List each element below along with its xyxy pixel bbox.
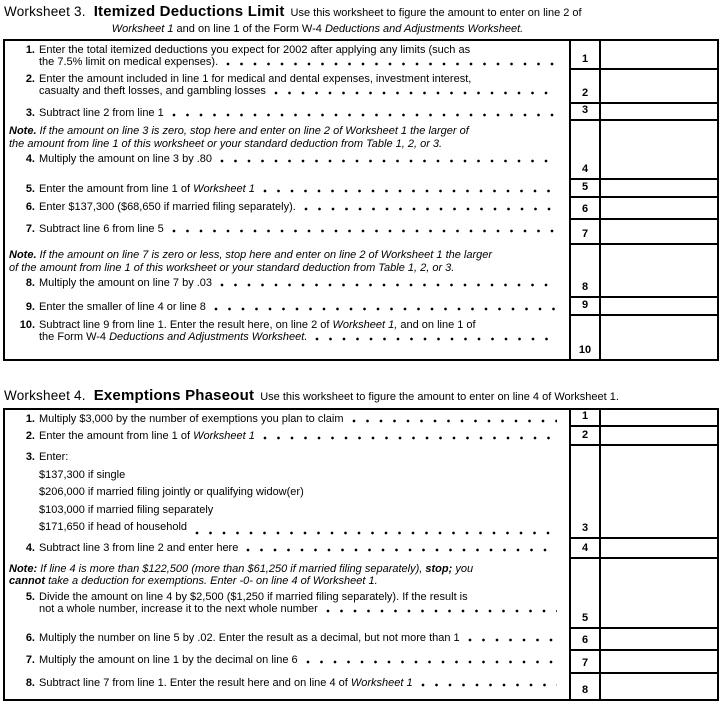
item-number: 5. <box>25 590 35 603</box>
row-text-cell <box>5 180 569 198</box>
line-item-1 <box>9 413 559 425</box>
ws3-entry-cell-line-9[interactable] <box>601 298 717 316</box>
leader-dots <box>214 307 557 311</box>
ws3-row-line-3 <box>5 104 717 121</box>
item-number: 4. <box>25 153 35 165</box>
item-line <box>39 484 559 502</box>
item-number: 1. <box>25 44 35 56</box>
text-segment: $171,650 if head of household <box>39 521 188 533</box>
item-number: 3. <box>25 451 35 463</box>
line-item-7 <box>9 654 559 666</box>
leader-dots <box>315 337 557 341</box>
text-segment: Multiply the amount on line 7 by .03 <box>39 277 213 289</box>
ws3-row-line-10 <box>5 316 717 359</box>
text-segment: not a whole number, increase it to the next whole number <box>39 602 318 615</box>
leader-dots <box>263 436 557 440</box>
ws3-row-line-1 <box>5 41 717 70</box>
leader-dots <box>421 683 557 687</box>
leader-dots <box>172 229 557 233</box>
line-item-6 <box>9 201 559 213</box>
text-segment: Worksheet 1, <box>332 319 398 331</box>
ws4-entry-cell-line-2[interactable] <box>601 427 717 446</box>
worksheet-4-header <box>4 387 721 404</box>
item-number: 8. <box>25 277 35 289</box>
line-number-cell-1: 1 <box>569 410 601 427</box>
row-text-cell <box>5 298 569 316</box>
line-item-8 <box>9 277 559 289</box>
text-segment: $206,000 if married filing jointly or qualifying widow(er) <box>39 486 304 498</box>
leader-dots <box>274 91 557 95</box>
leader-dots <box>352 419 558 423</box>
row-text-cell <box>5 629 569 651</box>
line-number-cell-6: 6 <box>569 198 601 220</box>
line-item-5 <box>9 591 559 615</box>
item-number: 2. <box>25 430 35 442</box>
worksheet-3-intro: Use this worksheet to figure the amount to enter on line 2 of <box>290 7 582 19</box>
ws4-row-line-2 <box>5 427 717 446</box>
ws3-entry-cell-line-10[interactable] <box>601 316 717 359</box>
row-text-cell <box>5 220 569 245</box>
ws3-row-line-2 <box>5 70 717 104</box>
leader-dots <box>220 159 557 163</box>
worksheet-4-title: Exemptions Phaseout <box>93 387 255 404</box>
line-number-cell-2: 2 <box>569 70 601 104</box>
line-item-8 <box>9 677 559 689</box>
line-item-1 <box>9 44 559 68</box>
item-number: 10. <box>19 319 35 331</box>
text-segment: Subtract line 7 from line 1. Enter the result here and on line 4 of <box>39 676 351 689</box>
leader-dots <box>304 207 557 211</box>
text-segment: If line 4 is more than $122,500 (more than $61,250 if married filing separately), <box>37 562 426 575</box>
text-segment: Subtract line 6 from line 5 <box>39 223 164 235</box>
row-text-cell <box>5 446 569 539</box>
text-segment: Deductions and Adjustments Worksheet. <box>109 331 308 343</box>
text-segment: $137,300 if single <box>39 468 126 481</box>
ws3-entry-cell-line-5[interactable] <box>601 180 717 198</box>
item-line <box>39 201 559 213</box>
note-line <box>9 125 559 138</box>
ws4-row-line-5 <box>5 559 717 629</box>
ws3-entry-cell-line-1[interactable] <box>601 41 717 70</box>
line-number-cell-4: 4 <box>569 121 601 180</box>
text-segment: Enter $137,300 ($68,650 if married filing separately). <box>39 201 296 213</box>
line-number-cell-8: 8 <box>569 245 601 298</box>
item-number: 1. <box>25 413 35 425</box>
text-segment: If the amount on line 7 is zero or less, stop here and enter on line 2 of Worksheet 1 the larger <box>36 249 493 261</box>
line-number-cell-3: 3 <box>569 104 601 121</box>
ws3-entry-cell-line-3[interactable] <box>601 104 717 121</box>
ws4-row-line-7 <box>5 651 717 674</box>
line-number-cell-5: 5 <box>569 180 601 198</box>
item-number: 3. <box>25 107 35 119</box>
line-item-4 <box>9 542 559 554</box>
row-text-cell <box>5 674 569 699</box>
line-number-cell-10: 10 <box>569 316 601 359</box>
ws3-entry-cell-line-8[interactable] <box>601 245 717 298</box>
worksheet-4-header-line1 <box>4 387 721 404</box>
text-segment: Enter the smaller of line 4 or line 8 <box>39 301 206 313</box>
text-segment: the 7.5% limit on medical expenses). <box>39 56 219 68</box>
ws4-entry-cell-line-3[interactable] <box>601 446 717 539</box>
line-item-7 <box>9 223 559 235</box>
ws4-entry-cell-line-7[interactable] <box>601 651 717 674</box>
note-line <box>9 262 559 275</box>
text-segment: Worksheet 1 <box>193 183 255 195</box>
line-item-3 <box>9 449 559 537</box>
text-segment: Note: <box>9 562 38 575</box>
row-text-cell <box>5 245 569 298</box>
note-line <box>9 563 559 576</box>
item-line <box>39 413 559 425</box>
item-number: 7. <box>25 653 35 666</box>
item-line <box>39 153 559 165</box>
line-number-cell-5: 5 <box>569 559 601 629</box>
worksheet-3-intro-line2 <box>4 23 721 35</box>
row-text-cell <box>5 121 569 180</box>
item-line <box>39 467 559 485</box>
item-number: 4. <box>25 541 35 554</box>
text-segment: If the amount on line 3 is zero, stop here and enter on line 2 of Worksheet 1 the larger of <box>36 125 469 137</box>
text-segment: Enter the total itemized deductions you expect for 2002 after applying any limits (such as <box>39 44 471 56</box>
text-segment: Enter the amount included in line 1 for medical and dental expenses, investment interest, <box>39 73 472 85</box>
ws4-entry-cell-line-8[interactable] <box>601 674 717 699</box>
text-segment: stop; <box>425 562 453 575</box>
item-number: 8. <box>25 676 35 689</box>
item-line <box>39 542 559 554</box>
text-segment: take a deduction for exemptions. Enter -0- on line 4 of Worksheet 1. <box>45 575 378 587</box>
item-number: 6. <box>25 201 35 213</box>
row-text-cell <box>5 104 569 121</box>
ws4-row-line-3 <box>5 446 717 539</box>
ws4-row-line-4 <box>5 539 717 559</box>
row-text-cell <box>5 70 569 104</box>
item-line <box>39 603 559 615</box>
note-line <box>9 575 559 588</box>
leader-dots <box>326 609 557 613</box>
ws4-entry-cell-line-6[interactable] <box>601 629 717 651</box>
row-text-cell <box>5 316 569 359</box>
worksheet-4-table <box>3 408 719 701</box>
ws3-row-line-5 <box>5 180 717 198</box>
ws3-row-line-9 <box>5 298 717 316</box>
worksheet-3-label: Worksheet 3. <box>4 4 86 19</box>
line-item-10 <box>9 319 559 343</box>
ws4-row-line-8 <box>5 674 717 699</box>
item-line <box>39 319 559 331</box>
ws3-row-line-8 <box>5 245 717 298</box>
ws3-row-line-7 <box>5 220 717 245</box>
line-number-cell-7: 7 <box>569 220 601 245</box>
line-number-cell-9: 9 <box>569 298 601 316</box>
worksheet-3-table <box>3 39 719 361</box>
text-segment: $103,000 if married filing separately <box>39 503 214 516</box>
row-text-cell <box>5 198 569 220</box>
note-text <box>9 563 559 588</box>
item-line <box>39 591 559 603</box>
line-number-cell-3: 3 <box>569 446 601 539</box>
leader-dots <box>220 283 557 287</box>
row-text-cell <box>5 559 569 629</box>
text-segment: of the amount from line 1 of this worksheet or your standard deduction from Table 1, 2, or 3. <box>9 261 455 274</box>
text-segment: Multiply the amount on line 3 by .80 <box>39 153 213 165</box>
leader-dots <box>226 62 557 66</box>
leader-dots <box>246 548 557 552</box>
item-number: 5. <box>25 183 35 195</box>
text-segment: the Form W-4 <box>39 331 110 343</box>
row-text-cell <box>5 651 569 674</box>
text-segment: and on line 1 of <box>397 319 476 331</box>
item-line <box>39 44 559 56</box>
text-segment: and on line 1 of the Form W-4 <box>173 23 325 35</box>
worksheet-4-label: Worksheet 4. <box>4 388 86 403</box>
item-number: 9. <box>25 301 35 313</box>
note-text <box>9 249 559 274</box>
line-number-cell-8: 8 <box>569 674 601 699</box>
line-number-cell-6: 6 <box>569 629 601 651</box>
ws4-row-line-6 <box>5 629 717 651</box>
leader-dots <box>195 531 557 535</box>
text-segment: Enter: <box>39 451 69 463</box>
text-segment: Subtract line 3 from line 2 and enter here <box>39 541 239 554</box>
ws3-entry-cell-line-2[interactable] <box>601 70 717 104</box>
text-segment: Worksheet 1 <box>111 23 174 35</box>
text-segment: the amount from line 1 of this worksheet or your standard deduction from Table 1, 2, or 3. <box>9 137 443 150</box>
worksheet-3-title: Itemized Deductions Limit <box>93 3 285 20</box>
line-number-cell-2: 2 <box>569 427 601 446</box>
text-segment: Note. <box>9 125 37 137</box>
text-segment: Deductions and Adjustments Worksheet. <box>324 23 524 35</box>
text-segment: Worksheet 1 <box>350 676 413 689</box>
ws4-entry-cell-line-4[interactable] <box>601 539 717 559</box>
row-text-cell <box>5 427 569 446</box>
text-segment: Divide the amount on line 4 by $2,500 ($1,250 if married filing separately). If the result is <box>39 590 468 603</box>
ws4-entry-cell-line-1[interactable] <box>601 410 717 427</box>
text-segment: Subtract line 2 from line 1 <box>39 107 164 119</box>
item-number: 2. <box>25 73 35 85</box>
leader-dots <box>172 113 557 117</box>
item-line <box>39 107 559 119</box>
line-item-2 <box>9 73 559 97</box>
text-segment: casualty and theft losses, and gambling losses <box>39 85 266 97</box>
note-line <box>9 138 559 151</box>
text-segment: Multiply the amount on line 1 by the decimal on line 6 <box>39 653 298 666</box>
leader-dots <box>468 638 557 642</box>
item-line <box>39 677 559 689</box>
ws3-entry-cell-line-4[interactable] <box>601 121 717 180</box>
line-item-4 <box>9 153 559 165</box>
item-line <box>39 430 559 442</box>
item-number: 7. <box>25 223 35 235</box>
item-line <box>39 183 559 195</box>
line-number-cell-4: 4 <box>569 539 601 559</box>
item-line <box>39 519 559 537</box>
section-gap <box>3 361 721 387</box>
line-item-2 <box>9 430 559 442</box>
worksheet-3-header <box>4 3 721 35</box>
item-line <box>39 331 559 343</box>
line-item-9 <box>9 301 559 313</box>
note-line <box>9 249 559 262</box>
row-text-cell <box>5 41 569 70</box>
text-segment: cannot <box>9 575 46 587</box>
item-line <box>39 654 559 666</box>
item-line <box>39 85 559 97</box>
text-segment: Multiply the number on line 5 by .02. Enter the result as a decimal, but not more than 1 <box>39 631 460 644</box>
line-item-5 <box>9 183 559 195</box>
ws4-row-line-1 <box>5 410 717 427</box>
line-number-cell-1: 1 <box>569 41 601 70</box>
item-line <box>39 632 559 644</box>
item-line <box>39 449 559 467</box>
line-item-3 <box>9 107 559 119</box>
line-number-cell-7: 7 <box>569 651 601 674</box>
ws4-entry-cell-line-5[interactable] <box>601 559 717 629</box>
ws3-row-line-6 <box>5 198 717 220</box>
ws3-entry-cell-line-6[interactable] <box>601 198 717 220</box>
item-line <box>39 223 559 235</box>
text-segment: Enter the amount from line 1 of <box>39 183 194 195</box>
item-line <box>39 502 559 520</box>
ws3-entry-cell-line-7[interactable] <box>601 220 717 245</box>
item-line <box>39 73 559 85</box>
item-line <box>39 56 559 68</box>
row-text-cell <box>5 410 569 427</box>
row-text-cell <box>5 539 569 559</box>
item-number: 6. <box>25 631 35 644</box>
leader-dots <box>263 189 557 193</box>
worksheet-3-header-line1 <box>4 3 721 20</box>
worksheet-4-intro: Use this worksheet to figure the amount to enter on line 4 of Worksheet 1. <box>260 391 619 403</box>
text-segment: Note. <box>9 249 37 261</box>
item-line <box>39 277 559 289</box>
text-segment: Subtract line 9 from line 1. Enter the result here, on line 2 of <box>39 319 333 331</box>
text-segment: Enter the amount from line 1 of <box>39 430 194 442</box>
text-segment: you <box>452 562 474 575</box>
item-line <box>39 301 559 313</box>
text-segment: Multiply $3,000 by the number of exemptions you plan to claim <box>39 413 344 425</box>
ws3-row-line-4 <box>5 121 717 180</box>
text-segment: Worksheet 1 <box>193 430 255 442</box>
note-text <box>9 125 559 150</box>
leader-dots <box>306 660 557 664</box>
line-item-6 <box>9 632 559 644</box>
